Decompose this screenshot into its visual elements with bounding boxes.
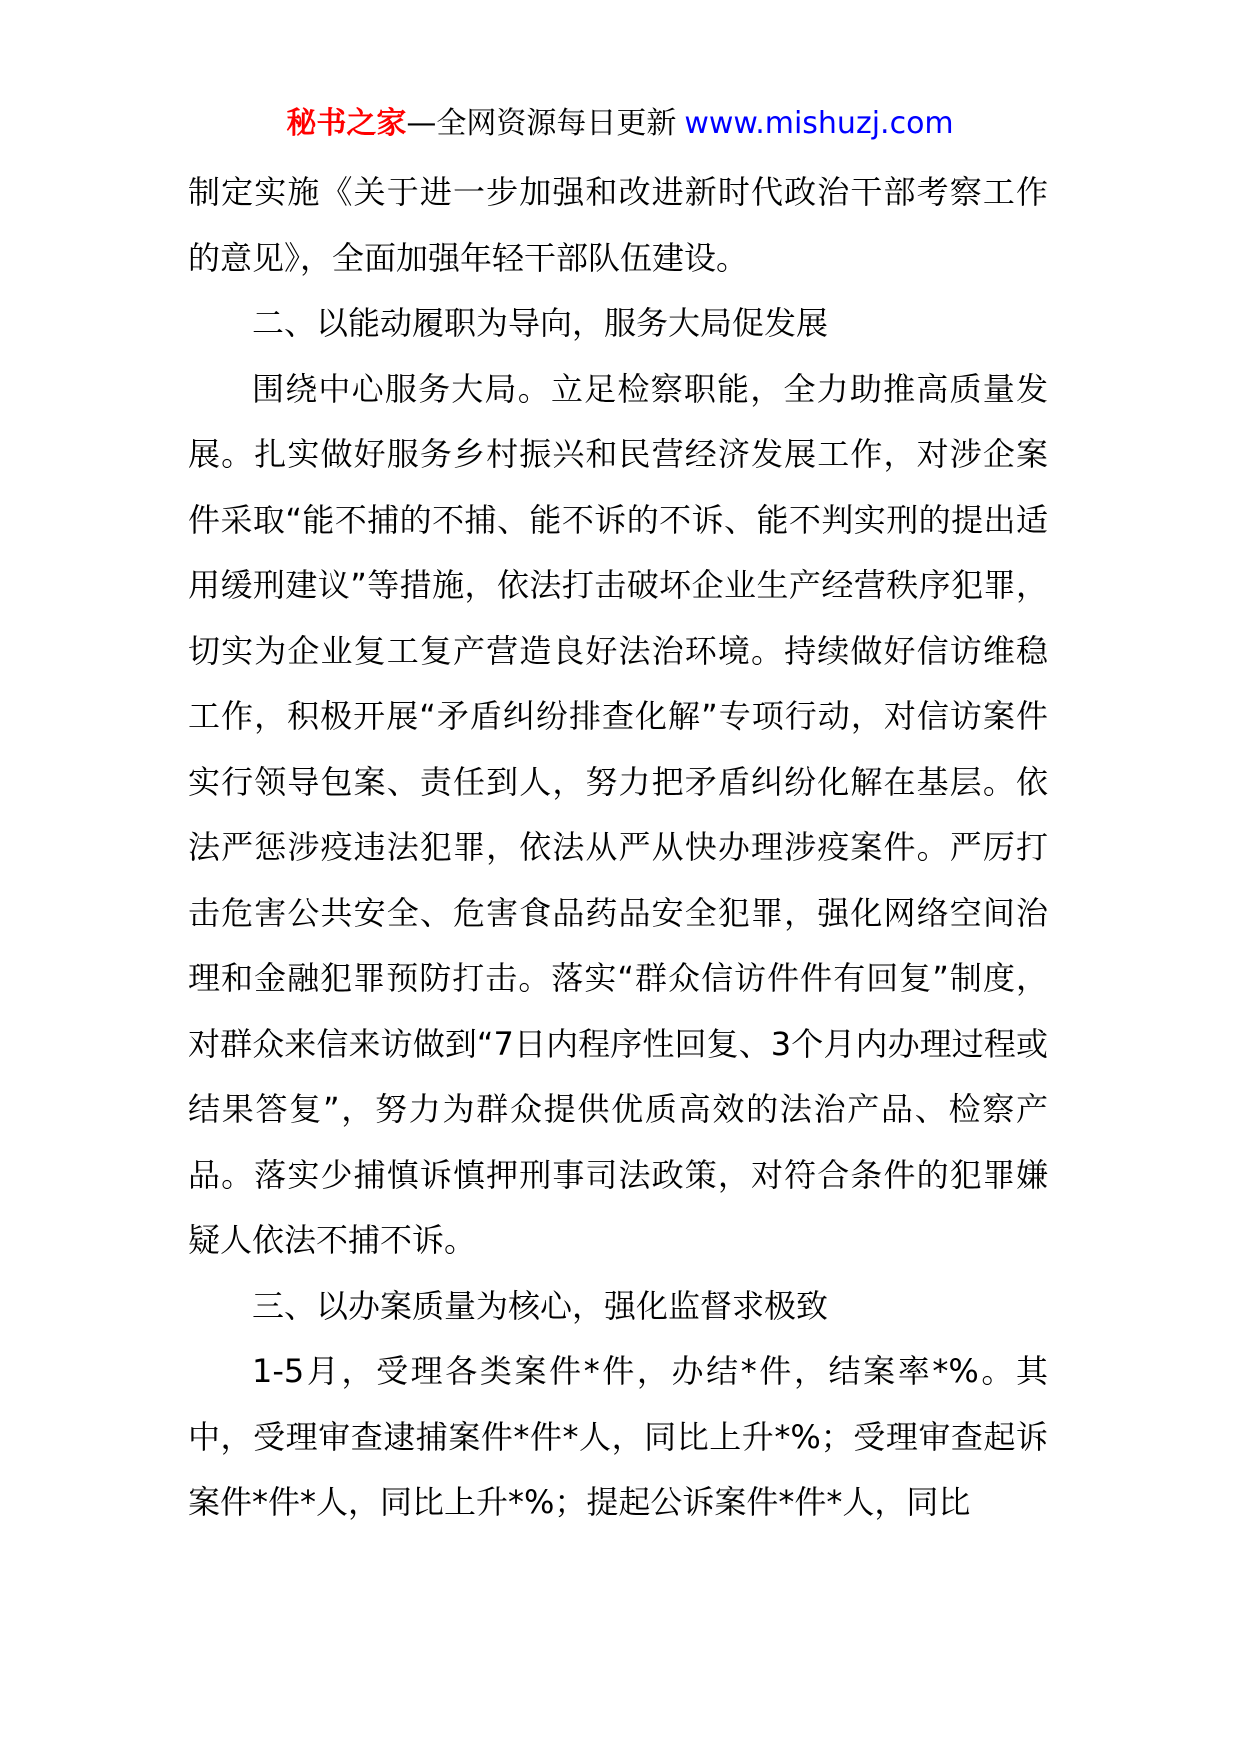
paragraph-case-stats: 1-5月，受理各类案件*件，办结*件，结案率*%。其中，受理审查逮捕案件*件*人，同比上升*%；受理审查起诉案件*件*人，同比上升*%；提起公诉案件*件*人，同比 — [188, 1352, 1048, 1521]
section-heading-3: 三、以办案质量为核心，强化监督求极致 — [252, 1286, 829, 1325]
paragraph-continuation: 制定实施《关于进一步加强和改进新时代政治干部考察工作的意见》，全面加强年轻干部队伍建设。 — [188, 173, 1048, 277]
site-brand: 秘书之家 — [286, 106, 407, 141]
paragraph-service: 围绕中心服务大局。立足检察职能，全力助推高质量发展。扎实做好服务乡村振兴和民营经济发展工作，对涉企案件采取“能不捕的不捕、能不诉的不诉、能不判实刑的提出适用缓刑建议”等措施，依法打击破坏企业生产经营秩序犯罪，切实为企业复工复产营造良好法治环境。持续做好信访维稳工作，积极开展“矛盾纠纷排查化解”专项行动，对信访案件实行领导包案、责任到人，努力把矛盾纠纷化解在基层。依法严惩涉疫违法犯罪，依法从严从快办理涉疫案件。严厉打击危害公共安全、危害食品药品安全犯罪，强化网络空间治理和金融犯罪预防打击。落实“群众信访件件有回复”制度，对群众来信来访做到“7日内程序性回复、3个月内办理过程或结果答复”，努力为群众提供优质高效的法治产品、检察产品。落实少捕慎诉慎押刑事司法政策，对符合条件的犯罪嫌疑人依法不捕不诉。 — [188, 369, 1048, 1259]
site-tagline: —全网资源每日更新 — [406, 106, 677, 141]
document-body — [188, 160, 1048, 1536]
page-header — [0, 100, 1240, 148]
site-url-link[interactable]: www.mishuzj.com — [684, 106, 954, 141]
section-heading-2: 二、以能动履职为导向，服务大局促发展 — [252, 304, 829, 342]
